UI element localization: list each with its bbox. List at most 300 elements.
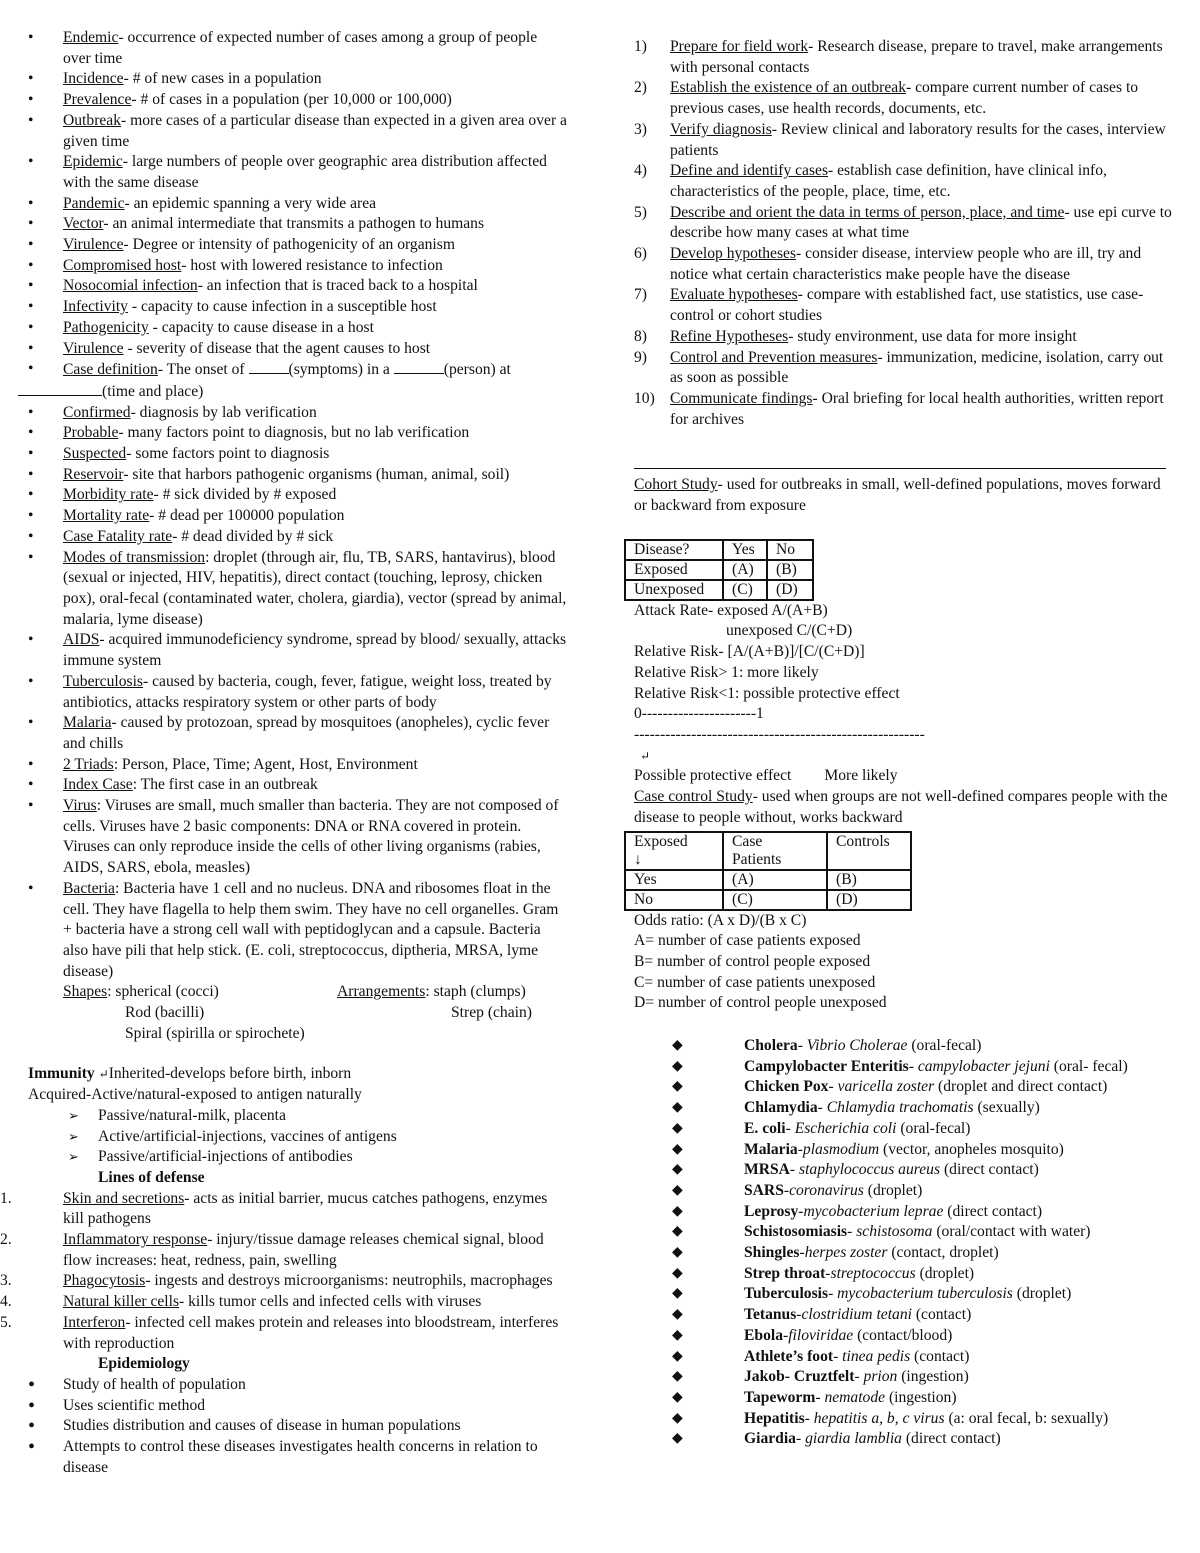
term: Interferon [63, 1313, 126, 1331]
organism-name: coronavirus [789, 1181, 864, 1199]
term: Case control Study [634, 788, 753, 806]
relative-risk-text: Relative Risk<1: possible protective effect [634, 684, 900, 702]
definition-text: - consider disease, interview people who are ill, try and notice what certain characteristics make people have the disease [670, 245, 1142, 283]
outbreak-steps-list [634, 37, 1174, 430]
term: Virulence [63, 236, 124, 254]
item-text: Active/artificial-injections, vaccines of antigens [98, 1127, 397, 1145]
item-text: Passive/natural-milk, placenta [98, 1106, 286, 1124]
table-cell: (B) [827, 870, 911, 890]
table-cell: (C) [723, 580, 767, 600]
bullet-marker: • [28, 403, 34, 421]
list-item [634, 1160, 1174, 1181]
term: Epidemic [63, 153, 123, 171]
definition-text: - acquired immunodeficiency syndrome, spread by blood/ sexually, attacks immune system [63, 631, 567, 670]
bullet-marker: • [28, 527, 34, 545]
blank-line [249, 359, 289, 374]
definition-text: (time and place) [102, 382, 204, 400]
list-item [28, 1375, 568, 1396]
list-item [28, 506, 568, 527]
definition-text: : droplet (through air, flu, TB, SARS, hantavirus), blood (sexual or injected, HIV, hepatitis), direct contact (touching, leprosy, chicken pox), oral-fecal (contaminated water, cholera, giardia), vector (spread by animal, malaria, lyme disease) [63, 548, 567, 628]
term: Endemic [63, 29, 119, 46]
term: Communicate findings [670, 389, 813, 407]
item-text [63, 775, 568, 796]
definition-text: - diagnosis by lab verification [130, 403, 317, 421]
diamond-bullet-icon: ◆ [672, 1224, 683, 1240]
table-row [625, 560, 813, 580]
table-cell: (A) [723, 870, 827, 890]
bullet-marker: • [28, 445, 34, 463]
item-text [63, 465, 568, 486]
item-text [63, 256, 568, 277]
definition-text: - an animal intermediate that transmits a pathogen to humans [103, 215, 485, 233]
definition-text: : The first case in an outbreak [132, 776, 318, 794]
transmission-text: (droplet) [915, 1264, 975, 1282]
divider-line [634, 468, 1166, 469]
separator: - [798, 1202, 804, 1220]
bullet-marker: • [28, 797, 34, 815]
odds-text: A= number of case patients exposed [634, 932, 861, 950]
right-column [634, 37, 1174, 1450]
item-number: 5. [0, 1313, 12, 1331]
bullet-marker: • [28, 1394, 36, 1417]
item-number: 2) [634, 79, 647, 97]
item-text [670, 389, 1174, 430]
transmission-text: (oral-fecal) [907, 1037, 982, 1055]
list-item [28, 713, 568, 754]
transmission-text: (contact) [910, 1347, 970, 1365]
separator: - [817, 1099, 827, 1117]
list-item [28, 796, 568, 879]
organism-name: hepatitis a, b, c virus [813, 1409, 945, 1427]
bullet-marker: • [28, 548, 34, 566]
item-text [63, 796, 568, 879]
item-text [744, 1367, 1174, 1388]
arrow-bullet-icon: ➢ [68, 1128, 79, 1144]
list-item [28, 1127, 568, 1148]
item-text [63, 152, 568, 193]
term: 2 Triads [63, 755, 114, 773]
organism-name: nematode [824, 1388, 886, 1406]
table-row [625, 870, 911, 890]
term: Inflammatory response [63, 1231, 208, 1249]
table-cell [723, 832, 827, 870]
item-text [744, 1264, 1174, 1285]
item-text [63, 1313, 568, 1354]
item-text [63, 1292, 568, 1313]
shape-text: Spiral (spirilla or spirochete) [125, 1024, 305, 1042]
epidemiology-heading: Epidemiology [98, 1355, 190, 1373]
list-item [634, 389, 1174, 430]
list-item [634, 78, 1174, 119]
cell-text: Controls [836, 832, 890, 850]
table-row [625, 580, 813, 600]
item-text [63, 672, 568, 713]
table-cell: Yes [723, 540, 767, 560]
item-text [63, 444, 568, 465]
list-item [28, 194, 568, 215]
separator: - [797, 1140, 803, 1158]
list-item [28, 1437, 568, 1478]
organism-name: herpes zoster [804, 1244, 888, 1262]
list-item [28, 235, 568, 256]
lines-of-defense-list [0, 1189, 568, 1355]
table-row [625, 540, 813, 560]
separator: - [847, 1223, 857, 1241]
bullet-marker: • [28, 339, 34, 357]
disease-name: Chicken Pox [744, 1078, 829, 1096]
item-text [63, 879, 568, 983]
definition-text: - # sick divided by # exposed [153, 486, 337, 504]
term: Nosocomial infection [63, 277, 198, 295]
bullet-marker: • [28, 714, 34, 732]
separator: - [804, 1409, 814, 1427]
definitions-list [28, 28, 568, 359]
term: Confirmed [63, 403, 131, 421]
item-number: 5) [634, 203, 647, 221]
list-item [28, 485, 568, 506]
item-text [670, 348, 1174, 389]
term: Morbidity rate [63, 486, 154, 504]
organism-name: Vibrio Cholerae [806, 1037, 908, 1055]
case-control-text [634, 787, 1174, 828]
list-item [28, 630, 568, 671]
diamond-bullet-icon: ◆ [672, 1431, 683, 1447]
list-item [634, 1429, 1174, 1450]
immunity-text: Inherited-develops before birth, inborn [108, 1065, 352, 1083]
list-item [0, 1189, 568, 1230]
diamond-bullet-icon: ◆ [672, 1038, 683, 1054]
table-row [625, 890, 911, 910]
item-text [670, 120, 1174, 161]
case-definition-item [28, 359, 568, 381]
diamond-bullet-icon: ◆ [672, 1307, 683, 1323]
organism-name: campylobacter jejuni [917, 1057, 1050, 1075]
organism-name: giardia lamblia [805, 1430, 902, 1448]
relative-risk-text: Relative Risk- [A/(A+B)]/[C/(C+D)] [634, 643, 865, 661]
transmission-text: (ingestion) [885, 1388, 957, 1406]
definition-text: - # dead per 100000 population [149, 507, 345, 525]
bullet-marker: • [28, 776, 34, 794]
item-number: 3) [634, 120, 647, 138]
bullet-marker: • [28, 236, 34, 254]
bullet-marker: • [28, 318, 34, 336]
bullet-marker: • [28, 194, 34, 212]
item-text [63, 90, 568, 111]
item-text [744, 1409, 1174, 1430]
definition-text: - compare current number of cases to previous cases, use health records, documents, etc. [670, 79, 1139, 118]
list-item [634, 1140, 1174, 1161]
list-item [28, 339, 568, 360]
item-number: 8) [634, 327, 647, 345]
separator: - [797, 1037, 807, 1055]
item-text [670, 327, 1174, 348]
term: Compromised host [63, 256, 182, 274]
risk-scale-labels [634, 766, 1174, 787]
item-text [670, 37, 1174, 78]
bullet-marker: • [28, 215, 34, 233]
term: Skin and secretions [63, 1189, 185, 1207]
diamond-bullet-icon: ◆ [672, 1369, 683, 1385]
diamond-bullet-icon: ◆ [672, 1348, 683, 1364]
list-item [28, 276, 568, 297]
list-item [0, 1230, 568, 1271]
term: Define and identify cases [670, 162, 829, 180]
arrangement-text: : staph (clumps) [425, 983, 526, 1001]
item-text [744, 1388, 1174, 1409]
disease-name: SARS [744, 1181, 784, 1199]
item-text [744, 1222, 1174, 1243]
separator: - [783, 1326, 789, 1344]
organism-name: mycobacterium tuberculosis [837, 1285, 1013, 1303]
definition-text: - site that harbors pathogenic organisms (human, animal, soil) [123, 465, 510, 483]
definition-text: - host with lowered resistance to infection [181, 256, 443, 274]
list-item [28, 879, 568, 983]
bullet-marker: • [28, 486, 34, 504]
list-item [634, 244, 1174, 285]
cell-text: Exposed [634, 832, 688, 850]
definition-text: - caused by bacteria, cough, fever, fatigue, weight loss, treated by antibiotics, attacks respiratory system or other parts of body [63, 672, 552, 711]
item-text [63, 69, 568, 90]
immunity-text: Acquired-Active/natural-exposed to antigen naturally [28, 1086, 362, 1104]
epidemiology-list [28, 1375, 568, 1479]
disease-name: E. coli [744, 1119, 786, 1137]
transmission-text: (contact/blood) [853, 1326, 953, 1344]
bullet-marker: • [28, 1374, 36, 1396]
immunity-label: Immunity [28, 1065, 95, 1083]
disease-name: Strep throat [744, 1264, 826, 1282]
term: Prevalence [63, 91, 132, 109]
item-text [63, 485, 568, 506]
list-item [0, 1313, 568, 1354]
term: AIDS [63, 631, 100, 649]
attack-rate-text: unexposed C/(C+D) [726, 622, 853, 640]
item-number: 6) [634, 245, 647, 263]
item-number: 3. [0, 1272, 12, 1290]
definition-text: - The onset of [157, 361, 249, 379]
term: Mortality rate [63, 507, 150, 525]
item-text [744, 1036, 1174, 1057]
term: Case definition [63, 361, 158, 379]
item-text [63, 214, 568, 235]
item-text [744, 1284, 1174, 1305]
definition-text: - compare with established fact, use statistics, use case-control or cohort studies [670, 286, 1144, 325]
arrangements-label: Arrangements [337, 983, 426, 1001]
item-text [63, 1271, 568, 1292]
item-text [63, 318, 568, 339]
organism-name: schistosoma [856, 1223, 933, 1241]
term: Phagocytosis [63, 1272, 146, 1290]
odds-text: D= number of control people unexposed [634, 994, 887, 1012]
odds-text: C= number of case patients unexposed [634, 973, 876, 991]
list-item [28, 318, 568, 339]
list-item [634, 120, 1174, 161]
bullet-marker: • [28, 298, 34, 316]
item-text [63, 194, 568, 215]
disease-name: Leprosy [744, 1202, 799, 1220]
bullet-marker: • [28, 153, 34, 171]
definition-text: - Review clinical and laboratory results for the cases, interview patients [670, 120, 1166, 159]
risk-scale: 0----------------------1 [634, 705, 764, 723]
definition-text: - used when groups are not well-defined compares people with the disease to people without, works backward [634, 788, 1168, 826]
disease-name: Shingles [744, 1244, 800, 1262]
item-text [744, 1305, 1174, 1326]
item-text [670, 78, 1174, 119]
disease-name: Campylobacter Enteritis [744, 1057, 909, 1075]
list-item [28, 465, 568, 486]
list-item [634, 1388, 1174, 1409]
term: Modes of transmission [63, 548, 206, 566]
term: Verify diagnosis [670, 120, 772, 138]
item-text [744, 1429, 1174, 1450]
disease-name: Giardia [744, 1430, 796, 1448]
item-text [63, 339, 568, 360]
item-text [63, 548, 568, 631]
odds-text: B= number of control people exposed [634, 952, 871, 970]
transmission-text: (ingestion) [897, 1368, 969, 1386]
diamond-bullet-icon: ◆ [672, 1058, 683, 1074]
diamond-bullet-icon: ◆ [672, 1100, 683, 1116]
shape-text: : spherical (cocci) [107, 983, 219, 1001]
disease-name: Jakob- Cruztfelt [744, 1368, 855, 1386]
definition-text: - Research disease, prepare to travel, make arrangements with personal contacts [670, 38, 1163, 76]
bacteria-shapes-row [28, 1003, 568, 1024]
list-item [634, 285, 1174, 326]
definition-text: - establish case definition, have clinical info, characteristics of the people, place, time, etc. [670, 162, 1107, 200]
bullet-marker: • [28, 111, 34, 129]
item-text [63, 297, 568, 318]
transmission-text: (oral- fecal) [1049, 1057, 1128, 1075]
separator: - [828, 1078, 838, 1096]
transmission-text: (direct contact) [901, 1430, 1001, 1448]
list-item [634, 203, 1174, 244]
disease-name: Athlete’s foot [744, 1347, 834, 1365]
list-item [634, 1305, 1174, 1326]
definition-text: - many factors point to diagnosis, but no lab verification [118, 424, 470, 442]
diamond-bullet-icon: ◆ [672, 1182, 683, 1198]
list-item [28, 69, 568, 90]
table-cell: (A) [723, 560, 767, 580]
bullet-marker: • [28, 360, 34, 378]
definition-text: - capacity to cause disease in a host [148, 318, 374, 336]
diamond-bullet-icon: ◆ [672, 1079, 683, 1095]
list-item [28, 527, 568, 548]
item-text [63, 755, 568, 776]
definition-text: - ingests and destroys microorganisms: neutrophils, macrophages [145, 1272, 553, 1290]
item-text [744, 1057, 1174, 1078]
bullet-marker: • [28, 29, 34, 46]
term: Reservoir [63, 465, 124, 483]
organism-name: varicella zoster [837, 1078, 935, 1096]
item-text [744, 1140, 1174, 1161]
term: Incidence [63, 70, 124, 88]
bullet-marker: • [28, 672, 34, 690]
item-number: 2. [0, 1231, 12, 1249]
item-text [744, 1243, 1174, 1264]
item-text [63, 28, 568, 69]
list-item [28, 403, 568, 424]
separator: - [833, 1347, 843, 1365]
term: Cohort Study [634, 476, 718, 494]
definition-text: - Oral briefing for local health authorities, written report for archives [670, 389, 1164, 428]
list-item [28, 548, 568, 631]
item-text [744, 1119, 1174, 1140]
term: Control and Prevention measures [670, 348, 878, 366]
item-text [63, 1230, 568, 1271]
list-item [28, 444, 568, 465]
bullet-marker: • [28, 424, 34, 442]
attack-rate-text: Attack Rate- exposed A/(A+B) [634, 601, 828, 619]
transmission-text: (oral-fecal) [896, 1119, 971, 1137]
list-item [634, 1057, 1174, 1078]
term: Malaria [63, 714, 112, 732]
term: Vector [63, 215, 104, 233]
cohort-study-text [634, 475, 1174, 516]
item-text: Attempts to control these diseases investigates health concerns in relation to disease [63, 1438, 538, 1476]
definition-text: - caused by protozoan, spread by mosquitoes (anopheles), cyclic fever and chills [63, 714, 550, 752]
disease-list [634, 1036, 1174, 1450]
disease-name: Ebola [744, 1326, 783, 1344]
list-item [634, 1036, 1174, 1057]
diamond-bullet-icon: ◆ [672, 1389, 683, 1405]
bullet-marker: • [28, 465, 34, 483]
term: Outbreak [63, 111, 122, 129]
transmission-text: (contact, droplet) [887, 1244, 999, 1262]
item-text [744, 1347, 1174, 1368]
list-item [634, 1119, 1174, 1140]
list-item [28, 1147, 568, 1168]
list-item [634, 1409, 1174, 1430]
separator: - [854, 1368, 864, 1386]
separator: - [815, 1388, 825, 1406]
transmission-text: (droplet and direct contact) [934, 1078, 1108, 1096]
item-text [670, 203, 1174, 244]
item-text [63, 1189, 568, 1230]
term: Suspected [63, 445, 127, 463]
definition-text: - some factors point to diagnosis [126, 445, 330, 463]
diamond-bullet-icon: ◆ [672, 1162, 683, 1178]
definition-text: - study environment, use data for more insight [788, 327, 1077, 345]
table-cell: (D) [767, 580, 813, 600]
transmission-text: (a: oral fecal, b: sexually) [944, 1409, 1109, 1427]
list-item [28, 1416, 568, 1437]
definition-text: - injury/tissue damage releases chemical signal, blood flow increases: heat, redness, pain, swelling [63, 1231, 544, 1269]
organism-name: Escherichia coli [794, 1119, 897, 1137]
bullet-marker: • [28, 879, 34, 897]
list-item [28, 297, 568, 318]
arrow-bullet-icon: ➢ [68, 1149, 79, 1165]
separator: - [908, 1057, 918, 1075]
transmission-text: (droplet) [1012, 1285, 1072, 1303]
item-number: 4) [634, 162, 647, 180]
term: Virus [63, 797, 97, 815]
scale-label: More likely [824, 767, 898, 785]
table-cell: (B) [767, 560, 813, 580]
transmission-text: (vector, anopheles mosquito) [879, 1140, 1064, 1158]
list-item [0, 1271, 568, 1292]
relative-risk-text: Relative Risk> 1: more likely [634, 663, 819, 681]
arrangement-text: Strep (chain) [451, 1004, 532, 1022]
transmission-text: (direct contact) [940, 1161, 1039, 1179]
immunity-heading-row [28, 1064, 568, 1085]
table-cell [827, 832, 911, 870]
list-item [28, 256, 568, 277]
return-arrow-icon: ↵ [98, 1067, 109, 1082]
item-text [63, 276, 568, 297]
diamond-bullet-icon: ◆ [672, 1327, 683, 1343]
term: Describe and orient the data in terms of person, place, and time [670, 203, 1065, 221]
term: Evaluate hypotheses [670, 286, 798, 304]
item-text: Passive/artificial-injections of antibodies [98, 1148, 353, 1166]
